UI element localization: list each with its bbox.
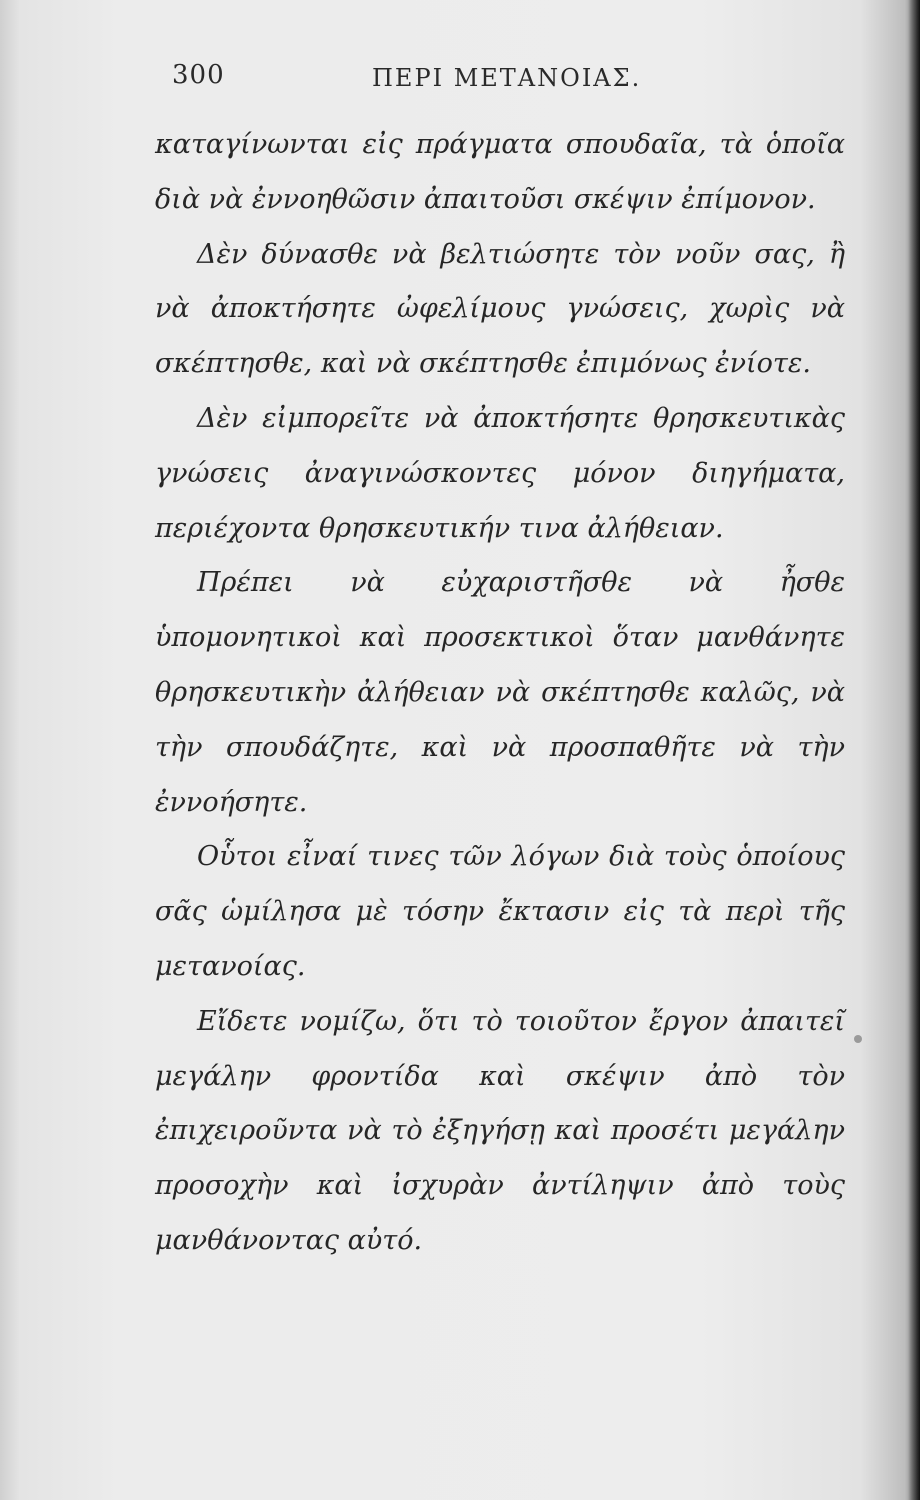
paragraph: Οὗτοι εἶναί τινες τῶν λόγων διὰ τοὺς ὁποίους σᾶς ὡμίλησα μὲ τόσην ἔκτασιν εἰς τὰ περὶ τῆς μετανοίας. [155, 841, 845, 982]
paragraph-continuation: καταγίνωνται εἰς πράγματα σπουδαῖα, τὰ ὁποῖα διὰ νὰ ἐννοηθῶσιν ἀπαιτοῦσι σκέψιν ἐπίμονον. [155, 129, 845, 215]
ink-speck [854, 1035, 862, 1043]
page-number: 300 [172, 60, 225, 90]
paragraph: Εἴδετε νομίζω, ὅτι τὸ τοιοῦτον ἔργον ἀπαιτεῖ μεγάλην φροντίδα καὶ σκέψιν ἀπὸ τὸν ἐπιχειροῦντα νὰ τὸ ἐξηγήσῃ καὶ προσέτι μεγάλην προσοχὴν καὶ ἰσχυρὰν ἀντίληψιν ἀπὸ τοὺς μανθάνοντας αὐτό. [155, 1005, 845, 1256]
page-header [172, 60, 832, 100]
body-text [155, 118, 845, 1269]
paragraph: Πρέπει νὰ εὐχαριστῆσθε νὰ ἦσθε ὑπομονητικοὶ καὶ προσεκτικοὶ ὅταν μανθάνητε θρησκευτικὴν ἀλήθειαν νὰ σκέπτησθε καλῶς, νὰ τὴν σπουδάζητε, καὶ νὰ προσπαθῆτε νὰ τὴν ἐννοήσητε. [155, 567, 845, 818]
running-title: ΠΕΡΙ ΜΕΤΑΝΟΙΑΣ. [372, 64, 642, 92]
page-edge-shadow [908, 0, 920, 1500]
paragraph: Δὲν εἰμπορεῖτε νὰ ἀποκτήσητε θρησκευτικὰς γνώσεις ἀναγινώσκοντες μόνον διηγήματα, περιέχοντα θρησκευτικήν τινα ἀλήθειαν. [155, 402, 845, 544]
paragraph: Δὲν δύνασθε νὰ βελτιώσητε τὸν νοῦν σας, ἢ νὰ ἀποκτήσητε ὠφελίμους γνώσεις, χωρὶς νὰ σκέπτησθε, καὶ νὰ σκέπτησθε ἐπιμόνως ἐνίοτε. [155, 238, 845, 380]
